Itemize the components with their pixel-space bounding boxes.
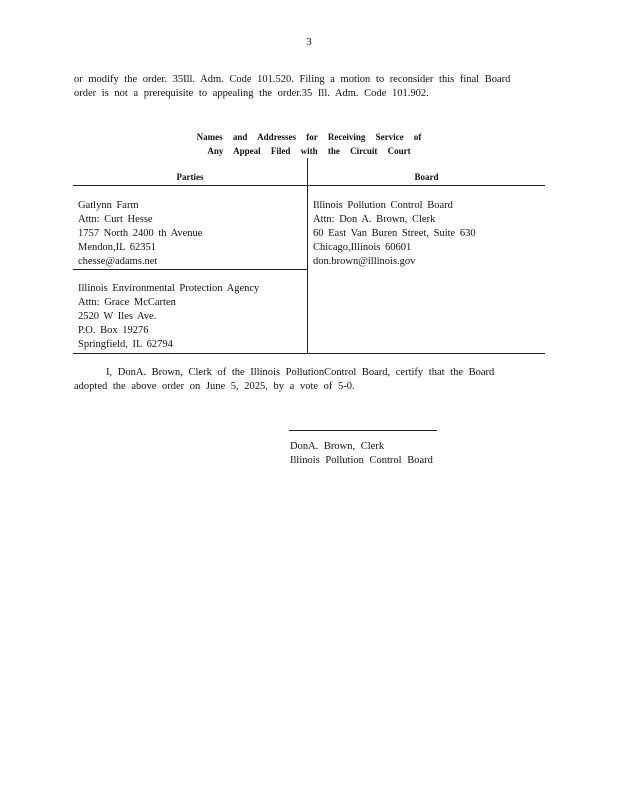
paragraph-line: or modify the order. 35Ill. Adm. Code 101.520. Filing a motion to reconsider this final Board bbox=[74, 74, 511, 85]
table-row-divider bbox=[73, 269, 307, 270]
address-email: don.brown@illinois.gov bbox=[313, 256, 416, 267]
signer-organization: Illinois Pollution Control Board bbox=[290, 455, 433, 466]
address-line: Attn: Don A. Brown, Clerk bbox=[313, 214, 436, 225]
address-line: Attn: Grace McCarten bbox=[78, 297, 176, 308]
signer-name: DonA. Brown, Clerk bbox=[290, 441, 385, 452]
certification-line-2: adopted the above order on June 5, 2025, by a vote of 5-0. bbox=[74, 381, 355, 392]
address-line: Illinois Environmental Protection Agency bbox=[78, 283, 260, 294]
board-address bbox=[313, 199, 476, 269]
address-line: Illinois Pollution Control Board bbox=[313, 200, 453, 211]
service-table-title bbox=[74, 130, 544, 158]
signature-block bbox=[290, 440, 433, 468]
order-paragraph bbox=[74, 73, 526, 101]
table-title-line-1: Names and Addresses for Receiving Service of bbox=[196, 132, 422, 142]
table-header-rule bbox=[73, 185, 545, 186]
board-column-header: Board bbox=[414, 172, 439, 182]
address-line: 60 East Van Buren Street, Suite 630 bbox=[313, 228, 476, 239]
address-line: 2520 W Iles Ave. bbox=[78, 311, 157, 322]
address-line: Chicago,Illinois 60601 bbox=[313, 242, 412, 253]
address-line: Springfield, IL 62794 bbox=[78, 339, 173, 350]
address-line: Mendon,IL 62351 bbox=[78, 242, 157, 253]
address-line: P.O. Box 19276 bbox=[78, 325, 149, 336]
certification-line-1: I, DonA. Brown, Clerk of the Illinois PollutionControl Board, certify that the Board bbox=[106, 367, 495, 378]
address-line: Attn: Curt Hesse bbox=[78, 214, 153, 225]
signature-line bbox=[289, 430, 437, 431]
table-bottom-rule bbox=[73, 353, 545, 354]
party-address-gatlynn-farm bbox=[78, 199, 202, 269]
service-table bbox=[73, 158, 545, 354]
paragraph-line: order is not a prerequisite to appealing the order.35 Ill. Adm. Code 101.902. bbox=[74, 88, 429, 99]
table-title-line-2: Any Appeal Filed with the Circuit Court bbox=[207, 146, 411, 156]
page-number: 3 bbox=[306, 36, 312, 48]
certification-paragraph bbox=[74, 366, 510, 394]
table-column-divider bbox=[307, 158, 308, 354]
party-address-illinois-epa bbox=[78, 282, 259, 352]
address-email: chesse@adams.net bbox=[78, 256, 158, 267]
address-line: Gatlynn Farm bbox=[78, 200, 139, 211]
address-line: 1757 North 2400 th Avenue bbox=[78, 228, 203, 239]
parties-column-header: Parties bbox=[176, 172, 204, 182]
